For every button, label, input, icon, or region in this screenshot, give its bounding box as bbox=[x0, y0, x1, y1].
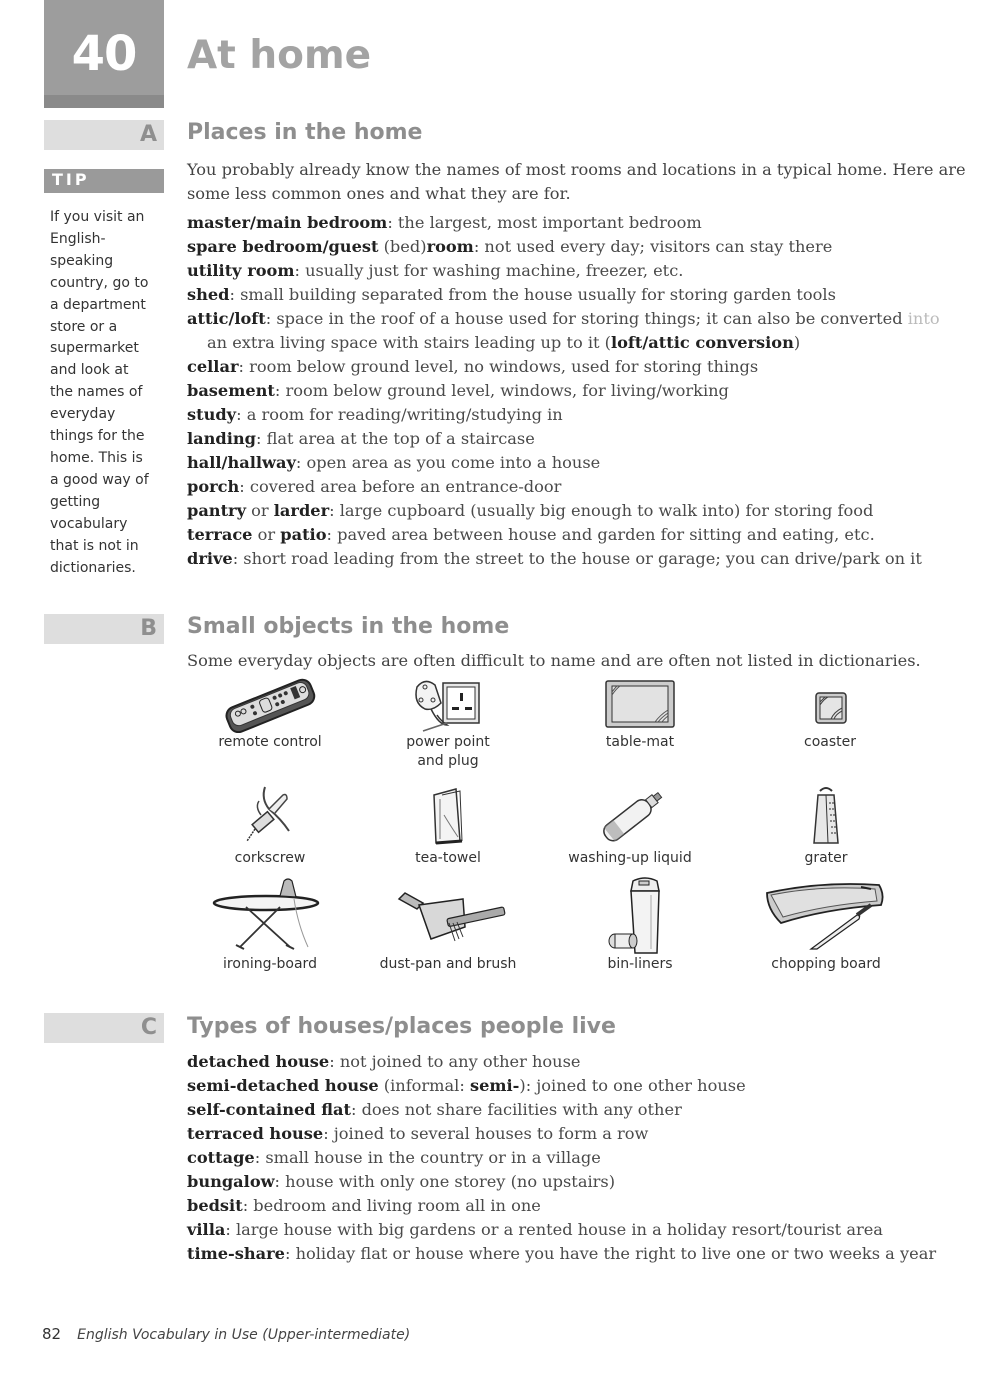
term: self-contained flat bbox=[187, 1100, 351, 1119]
page-number: 82 bbox=[42, 1325, 62, 1343]
term: hall/hallway bbox=[187, 453, 296, 472]
term: detached house bbox=[187, 1052, 330, 1071]
definition: : space in the roof of a house used for storing things; it can also be converted bbox=[265, 309, 908, 328]
object-label: bin-liners bbox=[607, 956, 673, 972]
chopping-board-icon bbox=[761, 875, 891, 955]
unit-number-block bbox=[44, 0, 164, 108]
object-label: chopping board bbox=[771, 956, 881, 972]
entry-terrace bbox=[187, 523, 987, 547]
definition: ): joined to one other house bbox=[519, 1076, 746, 1095]
term-connector: or bbox=[252, 525, 281, 544]
term: spare bedroom/guest bbox=[187, 237, 379, 256]
definition-continuation bbox=[187, 331, 987, 355]
page-footer bbox=[42, 1325, 410, 1343]
entry-utility-room bbox=[187, 259, 987, 283]
definition: : small building separated from the house usually for storing garden tools bbox=[229, 285, 836, 304]
definition: : room below ground level, windows, for living/working bbox=[274, 381, 729, 400]
entry-landing bbox=[187, 427, 987, 451]
object-grater bbox=[736, 785, 916, 868]
entry-attic-loft bbox=[187, 307, 987, 355]
section-a-intro: You probably already know the names of most rooms and locations in a typical home. Here are some less common ones and what they are for. bbox=[187, 160, 966, 203]
definition: : does not share facilities with any other bbox=[350, 1100, 682, 1119]
term: utility room bbox=[187, 261, 295, 280]
definition: : not used every day; visitors can stay there bbox=[473, 237, 833, 256]
term: bedsit bbox=[187, 1196, 243, 1215]
term: larder bbox=[273, 501, 330, 520]
term: semi- bbox=[469, 1076, 520, 1095]
entry-master-bedroom bbox=[187, 211, 987, 235]
term: porch bbox=[187, 477, 240, 496]
book-title: English Vocabulary in Use (Upper-intermediate) bbox=[77, 1327, 411, 1343]
term-part: room bbox=[426, 237, 474, 256]
definition: : paved area between house and garden for sitting and eating, etc. bbox=[326, 525, 875, 544]
section-b-title: Small objects in the home bbox=[187, 614, 510, 639]
entry-spare-bedroom bbox=[187, 235, 987, 259]
term: loft/attic conversion bbox=[610, 333, 794, 352]
object-chopping-board bbox=[736, 875, 916, 974]
term: cottage bbox=[187, 1148, 255, 1167]
object-label: washing-up liquid bbox=[568, 850, 692, 866]
ironing-board-icon bbox=[210, 875, 330, 955]
entry-villa bbox=[187, 1218, 987, 1242]
object-label-line2: and plug bbox=[417, 753, 479, 769]
term: drive bbox=[187, 549, 233, 568]
definition: : covered area before an entrance-door bbox=[239, 477, 562, 496]
object-label: coaster bbox=[804, 734, 856, 750]
entry-time-share bbox=[187, 1242, 987, 1266]
term: shed bbox=[187, 285, 230, 304]
term: cellar bbox=[187, 357, 239, 376]
section-b-tab bbox=[44, 614, 164, 644]
entry-drive bbox=[187, 547, 987, 571]
object-label: ironing-board bbox=[223, 956, 317, 972]
entry-bedsit bbox=[187, 1194, 987, 1218]
unit-title: At home bbox=[187, 33, 372, 78]
bin-liners-icon bbox=[595, 875, 685, 955]
definition-faded: into bbox=[907, 309, 940, 328]
term: semi-detached house bbox=[187, 1076, 379, 1095]
remote-control-icon bbox=[215, 675, 325, 733]
section-a-title: Places in the home bbox=[187, 120, 423, 145]
object-label: corkscrew bbox=[234, 850, 306, 866]
term: attic/loft bbox=[187, 309, 266, 328]
washing-up-liquid-icon bbox=[585, 785, 675, 849]
entry-porch bbox=[187, 475, 987, 499]
term: landing bbox=[187, 429, 256, 448]
term: pantry bbox=[187, 501, 246, 520]
definition: : short road leading from the street to the house or garage; you can drive/park on it bbox=[232, 549, 922, 568]
entry-detached-house bbox=[187, 1050, 987, 1074]
term: bungalow bbox=[187, 1172, 275, 1191]
power-point-plug-icon bbox=[403, 675, 493, 733]
section-c-entries bbox=[187, 1050, 987, 1266]
section-a-letter: A bbox=[139, 122, 157, 147]
object-washing-up-liquid bbox=[540, 785, 720, 868]
term: master/main bedroom bbox=[187, 213, 388, 232]
term-connector: or bbox=[246, 501, 274, 520]
grater-icon bbox=[796, 785, 856, 849]
section-b-letter: B bbox=[140, 616, 157, 641]
definition: : joined to several houses to form a row bbox=[323, 1124, 649, 1143]
unit-number: 40 bbox=[71, 26, 137, 82]
tea-towel-icon bbox=[418, 785, 478, 849]
term: terraced house bbox=[187, 1124, 324, 1143]
entry-terraced-house bbox=[187, 1122, 987, 1146]
section-a-entries bbox=[187, 211, 987, 571]
object-table-mat bbox=[550, 675, 730, 752]
object-power-point-and-plug bbox=[358, 675, 538, 771]
object-label: tea-towel bbox=[415, 850, 481, 866]
section-a-tab bbox=[44, 120, 164, 150]
entry-cellar bbox=[187, 355, 987, 379]
object-label: grater bbox=[804, 850, 848, 866]
term-note: (informal: bbox=[378, 1076, 470, 1095]
definition-cont-text: an extra living space with stairs leading up to it ( bbox=[207, 333, 611, 352]
entry-self-contained-flat bbox=[187, 1098, 987, 1122]
entry-pantry bbox=[187, 499, 987, 523]
entry-bungalow bbox=[187, 1170, 987, 1194]
tip-label-box bbox=[44, 169, 164, 193]
definition: : holiday flat or house where you have the right to live one or two weeks a year bbox=[284, 1244, 937, 1263]
tip-text: If you visit an English-speaking country, go to a department store or a supermarket and look at the names of everyday things for the home. This is a good way of getting vocabulary that is not in dictionaries. bbox=[50, 209, 149, 576]
section-c-letter: C bbox=[140, 1015, 157, 1040]
term: villa bbox=[187, 1220, 226, 1239]
object-ironing-board bbox=[180, 875, 360, 974]
definition: : large cupboard (usually big enough to walk into) for storing food bbox=[329, 501, 874, 520]
definition-cont-end: ) bbox=[793, 333, 801, 352]
section-c-title: Types of houses/places people live bbox=[187, 1014, 616, 1039]
term: patio bbox=[280, 525, 327, 544]
dust-pan-brush-icon bbox=[383, 875, 513, 955]
definition: : not joined to any other house bbox=[329, 1052, 581, 1071]
object-label: table-mat bbox=[605, 734, 675, 750]
definition: : usually just for washing machine, freezer, etc. bbox=[294, 261, 684, 280]
entry-semi-detached-house bbox=[187, 1074, 987, 1098]
entry-cottage bbox=[187, 1146, 987, 1170]
entry-basement bbox=[187, 379, 987, 403]
definition: : the largest, most important bedroom bbox=[387, 213, 702, 232]
object-coaster bbox=[740, 675, 920, 752]
section-c-tab bbox=[44, 1013, 164, 1043]
definition: : a room for reading/writing/studying in bbox=[236, 405, 563, 424]
definition: : flat area at the top of a staircase bbox=[255, 429, 535, 448]
tip-label: TIP bbox=[52, 170, 90, 189]
object-tea-towel bbox=[358, 785, 538, 868]
term: time-share bbox=[187, 1244, 285, 1263]
entry-shed bbox=[187, 283, 987, 307]
term: study bbox=[187, 405, 237, 424]
table-mat-icon bbox=[600, 675, 680, 733]
term-connector: (bed) bbox=[378, 237, 427, 256]
object-bin-liners bbox=[550, 875, 730, 974]
definition: : large house with big gardens or a rented house in a holiday resort/tourist area bbox=[225, 1220, 883, 1239]
entry-hall bbox=[187, 451, 987, 475]
definition: : small house in the country or in a village bbox=[254, 1148, 601, 1167]
object-label-line1: power point bbox=[406, 734, 490, 750]
definition: : house with only one storey (no upstairs) bbox=[274, 1172, 616, 1191]
object-label: dust-pan and brush bbox=[379, 956, 517, 972]
definition: : bedroom and living room all in one bbox=[242, 1196, 541, 1215]
object-label bbox=[358, 733, 538, 771]
object-corkscrew bbox=[180, 785, 360, 868]
definition: : open area as you come into a house bbox=[295, 453, 601, 472]
definition: : room below ground level, no windows, used for storing things bbox=[238, 357, 759, 376]
section-b-intro: Some everyday objects are often difficult to name and are often not listed in dictionaries. bbox=[187, 651, 921, 670]
entry-study bbox=[187, 403, 987, 427]
object-dust-pan-and-brush bbox=[358, 875, 538, 974]
unit-block-band bbox=[44, 95, 164, 108]
object-label: remote control bbox=[218, 734, 322, 750]
coaster-icon bbox=[790, 675, 870, 733]
corkscrew-icon bbox=[225, 785, 315, 849]
term: basement bbox=[187, 381, 275, 400]
object-remote-control bbox=[180, 675, 360, 752]
term: terrace bbox=[187, 525, 253, 544]
